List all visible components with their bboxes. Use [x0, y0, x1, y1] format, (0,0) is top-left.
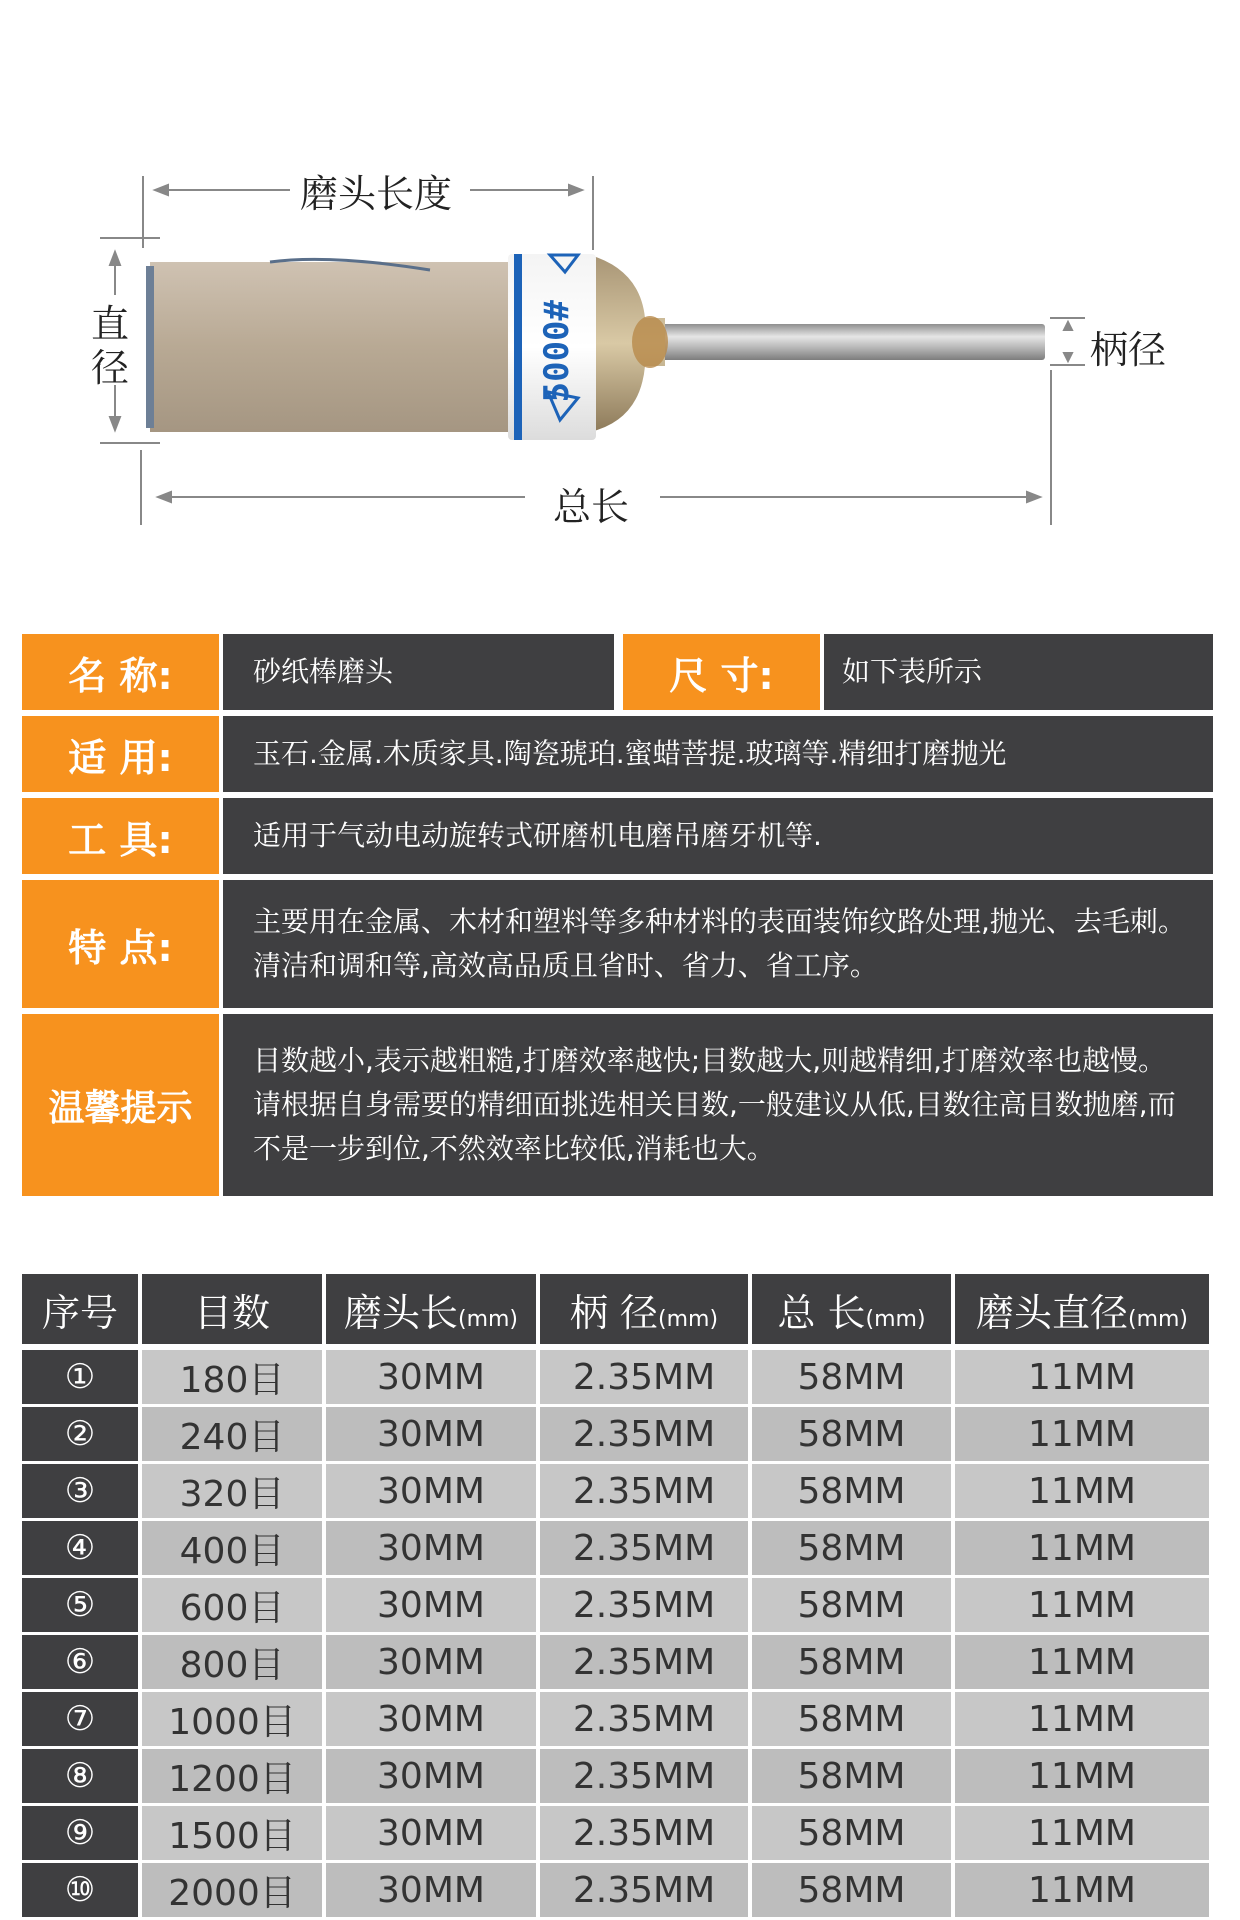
row-total-length: 58MM — [752, 1806, 955, 1863]
header-shank: 柄 径(mm) — [540, 1274, 752, 1350]
row-shank: 2.35MM — [540, 1350, 752, 1407]
row-shank: 2.35MM — [540, 1407, 752, 1464]
shank-diameter-label: 柄径 — [1090, 328, 1167, 372]
row-grit: 400目 — [142, 1521, 326, 1578]
row-seq: ③ — [22, 1464, 142, 1521]
row-seq: ② — [22, 1407, 142, 1464]
row-head-diameter: 11MM — [955, 1692, 1213, 1749]
row-shank: 2.35MM — [540, 1464, 752, 1521]
row-grit: 1500目 — [142, 1806, 326, 1863]
row-seq: ④ — [22, 1521, 142, 1578]
head-length-label: 磨头长度 — [300, 172, 453, 216]
header-head-diameter: 磨头直径(mm) — [955, 1274, 1213, 1350]
table-row — [22, 1521, 1213, 1578]
row-head-length: 30MM — [326, 1521, 540, 1578]
table-header-row — [22, 1274, 1213, 1350]
row-shank: 2.35MM — [540, 1692, 752, 1749]
row-seq: ⑧ — [22, 1749, 142, 1806]
row-head-length: 30MM — [326, 1350, 540, 1407]
row-grit: 600目 — [142, 1578, 326, 1635]
size-value: 如下表所示 — [824, 634, 1213, 710]
row-head-length: 30MM — [326, 1464, 540, 1521]
table-row — [22, 1863, 1213, 1920]
product-diagram — [0, 0, 1240, 560]
spec-table — [22, 1274, 1213, 1920]
row-head-length: 30MM — [326, 1806, 540, 1863]
row-head-diameter: 11MM — [955, 1749, 1213, 1806]
feature-value: 主要用在金属、木材和塑料等多种材料的表面装饰纹路处理,抛光、去毛刺。清洁和调和等,高效高品质且省时、省力、省工序。 — [223, 880, 1213, 1008]
header-seq: 序号 — [22, 1274, 142, 1350]
row-head-length: 30MM — [326, 1407, 540, 1464]
table-row — [22, 1692, 1213, 1749]
row-head-diameter: 11MM — [955, 1635, 1213, 1692]
header-head-length: 磨头长(mm) — [326, 1274, 540, 1350]
table-row — [22, 1806, 1213, 1863]
row-total-length: 58MM — [752, 1749, 955, 1806]
row-head-diameter: 11MM — [955, 1521, 1213, 1578]
table-row — [22, 1407, 1213, 1464]
row-shank: 2.35MM — [540, 1635, 752, 1692]
row-head-length: 30MM — [326, 1578, 540, 1635]
row-total-length: 58MM — [752, 1578, 955, 1635]
diameter-label: 直径 — [90, 302, 129, 390]
row-grit: 800目 — [142, 1635, 326, 1692]
row-grit: 1200目 — [142, 1749, 326, 1806]
row-shank: 2.35MM — [540, 1749, 752, 1806]
row-seq: ⑦ — [22, 1692, 142, 1749]
row-seq: ⑤ — [22, 1578, 142, 1635]
grit-band-text: 5000# — [537, 300, 577, 403]
table-row — [22, 1350, 1213, 1407]
row-seq: ⑥ — [22, 1635, 142, 1692]
table-row — [22, 1464, 1213, 1521]
row-shank: 2.35MM — [540, 1863, 752, 1920]
name-label: 名 称: — [22, 634, 219, 710]
row-head-diameter: 11MM — [955, 1578, 1213, 1635]
row-head-diameter: 11MM — [955, 1407, 1213, 1464]
header-total-length: 总 长(mm) — [752, 1274, 955, 1350]
row-grit: 1000目 — [142, 1692, 326, 1749]
row-total-length: 58MM — [752, 1521, 955, 1578]
row-shank: 2.35MM — [540, 1806, 752, 1863]
row-total-length: 58MM — [752, 1464, 955, 1521]
row-total-length: 58MM — [752, 1635, 955, 1692]
row-grit: 2000目 — [142, 1863, 326, 1920]
row-shank: 2.35MM — [540, 1521, 752, 1578]
row-head-length: 30MM — [326, 1692, 540, 1749]
row-head-length: 30MM — [326, 1863, 540, 1920]
row-head-diameter: 11MM — [955, 1464, 1213, 1521]
row-head-length: 30MM — [326, 1635, 540, 1692]
header-grit: 目数 — [142, 1274, 326, 1350]
row-head-length: 30MM — [326, 1749, 540, 1806]
row-total-length: 58MM — [752, 1350, 955, 1407]
row-seq: ① — [22, 1350, 142, 1407]
table-row — [22, 1578, 1213, 1635]
use-value: 玉石.金属.木质家具.陶瓷琥珀.蜜蜡菩提.玻璃等.精细打磨抛光 — [223, 716, 1213, 792]
table-row — [22, 1635, 1213, 1692]
sanding-head — [150, 262, 520, 432]
use-label: 适 用: — [22, 716, 219, 792]
row-seq: ⑩ — [22, 1863, 142, 1920]
shank — [650, 324, 1045, 360]
tool-value: 适用于气动电动旋转式研磨机电磨吊磨牙机等. — [223, 798, 1213, 874]
row-head-diameter: 11MM — [955, 1863, 1213, 1920]
size-label: 尺 寸: — [623, 634, 820, 710]
row-grit: 180目 — [142, 1350, 326, 1407]
row-total-length: 58MM — [752, 1407, 955, 1464]
row-shank: 2.35MM — [540, 1578, 752, 1635]
row-head-diameter: 11MM — [955, 1350, 1213, 1407]
row-total-length: 58MM — [752, 1692, 955, 1749]
name-value: 砂纸棒磨头 — [223, 634, 614, 710]
tip-label: 温馨提示 — [22, 1014, 219, 1196]
row-head-diameter: 11MM — [955, 1806, 1213, 1863]
row-seq: ⑨ — [22, 1806, 142, 1863]
total-length-label: 总长 — [553, 485, 630, 529]
tip-value: 目数越小,表示越粗糙,打磨效率越快;目数越大,则越精细,打磨效率也越慢。请根据自身需要的精细面挑选相关目数,一般建议从低,目数往高目数抛磨,而不是一步到位,不然效率比较低,消耗也大。 — [223, 1014, 1213, 1196]
row-grit: 320目 — [142, 1464, 326, 1521]
tool-label: 工 具: — [22, 798, 219, 874]
feature-label: 特 点: — [22, 880, 219, 1008]
row-total-length: 58MM — [752, 1863, 955, 1920]
row-grit: 240目 — [142, 1407, 326, 1464]
table-row — [22, 1749, 1213, 1806]
